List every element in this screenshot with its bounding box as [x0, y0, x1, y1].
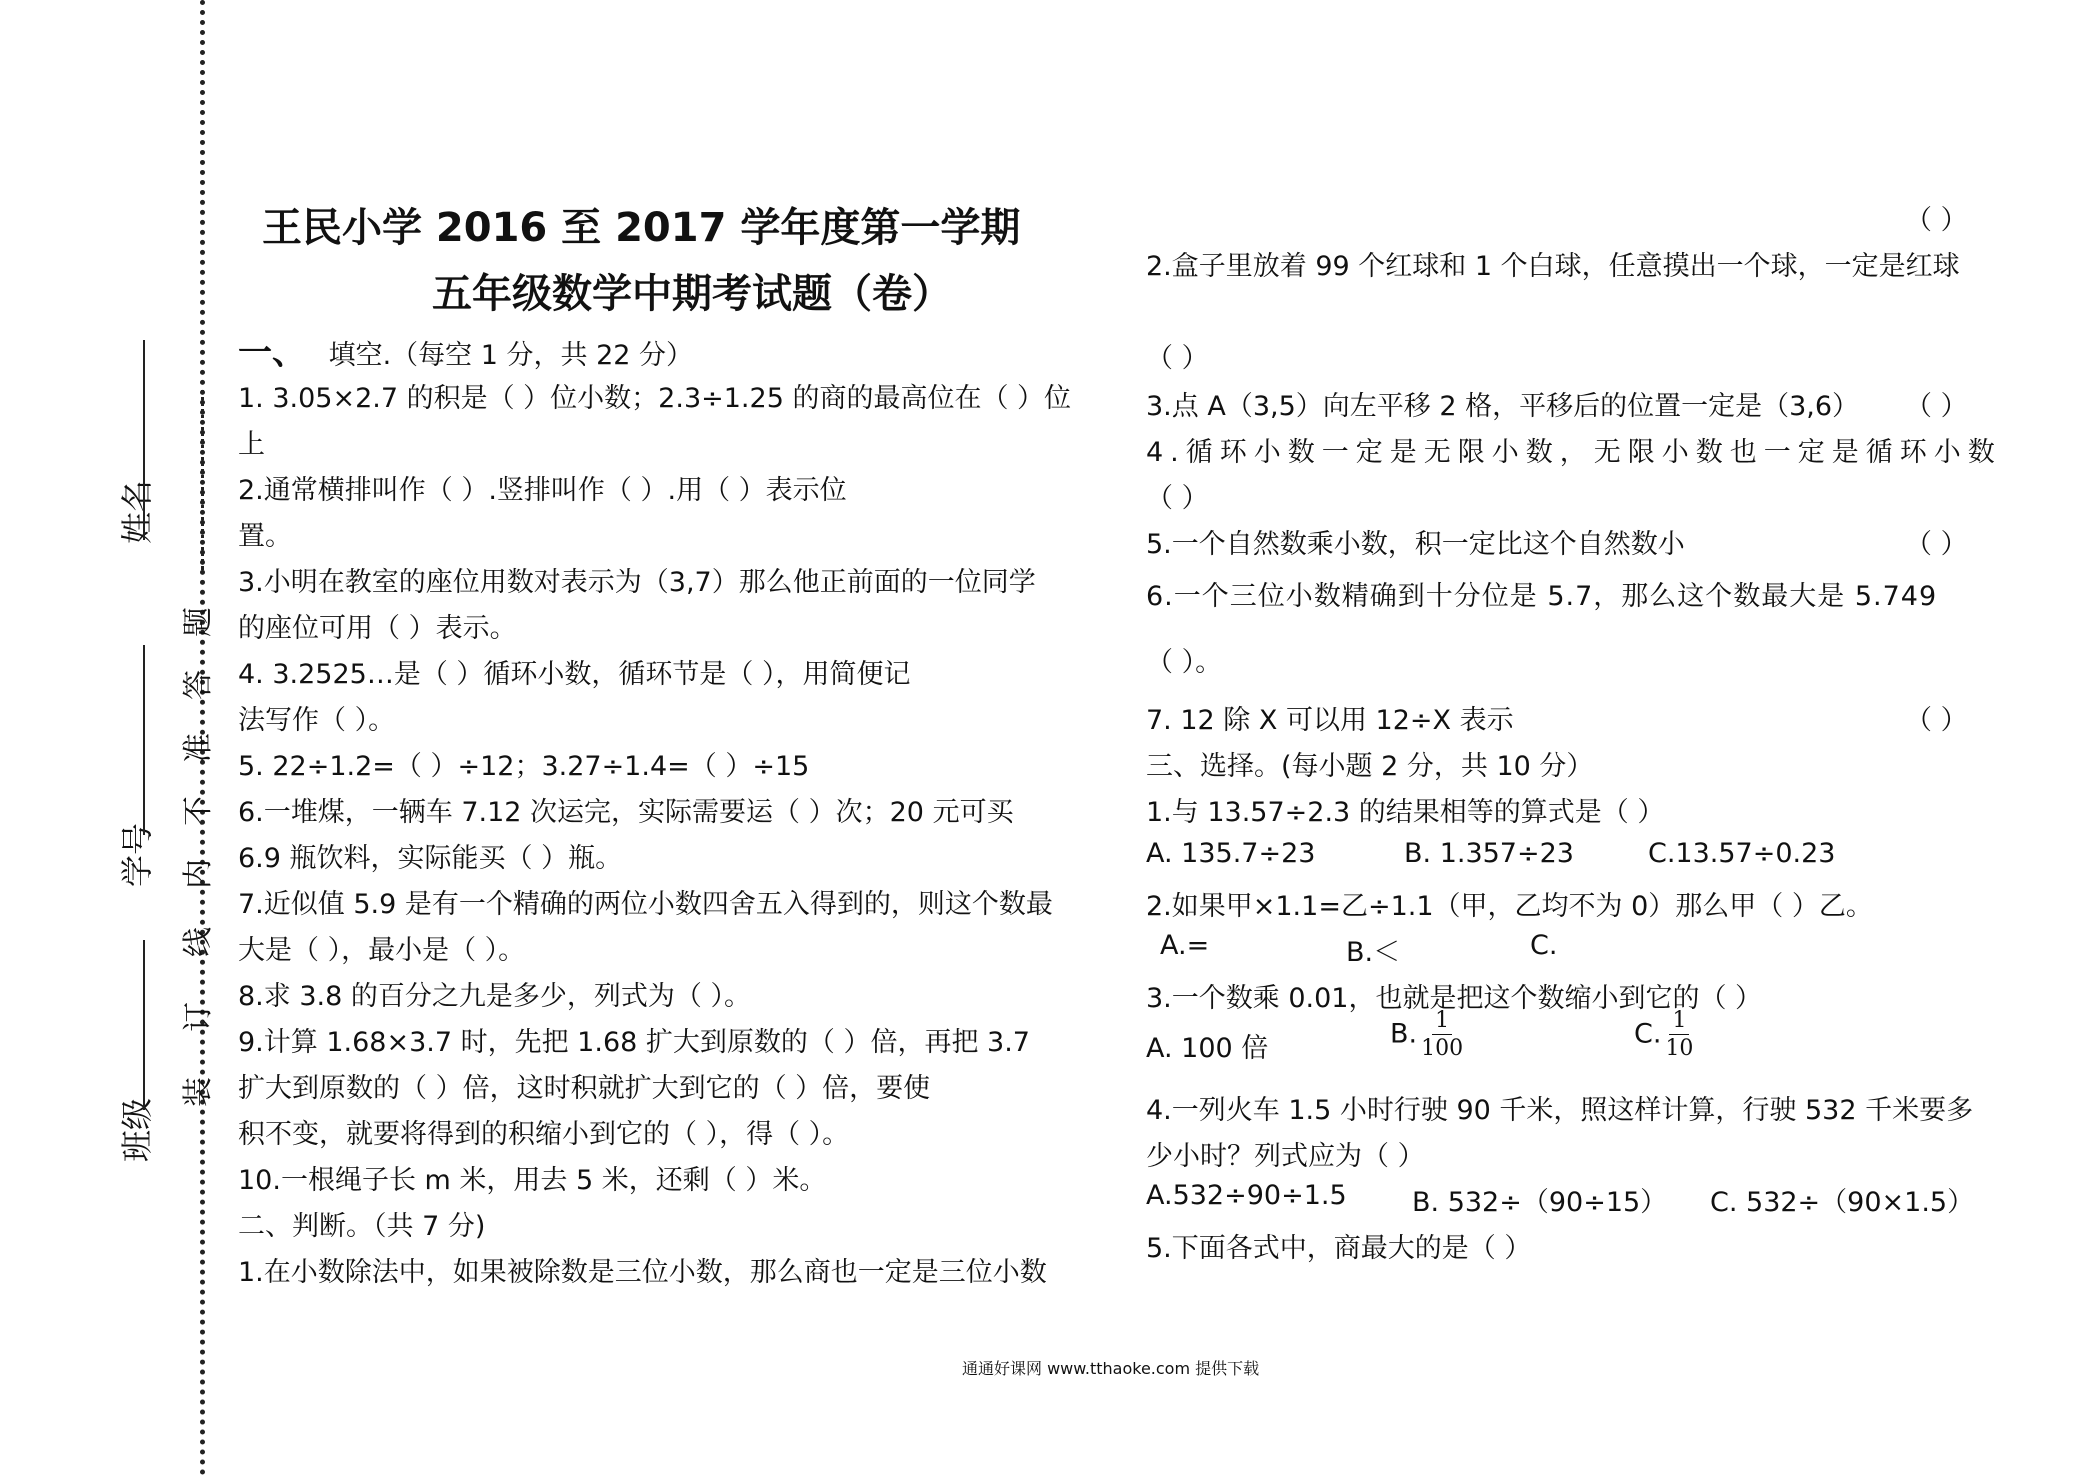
s2-q3-paren: （ ） [1905, 391, 1968, 422]
s2-q4-paren: （ ） [1146, 483, 1209, 514]
s1-line: 6.9 瓶饮料，实际能买（ ）瓶。 [238, 843, 623, 874]
s2-q1-paren: （ ） [1905, 205, 1968, 236]
s2-q5-paren: （ ） [1905, 529, 1968, 560]
s2-q7: 7. 12 除 X 可以用 12÷X 表示 [1146, 705, 1514, 736]
s3-q1-option-b: B. 1.357÷23 [1404, 838, 1574, 869]
fraction-one-tenth [1665, 1010, 1693, 1060]
section2-heading: 二、判断。（共 7 分) [238, 1211, 486, 1242]
s3-q1-option-c: C.13.57÷0.23 [1648, 838, 1836, 869]
exam-title-line2: 五年级数学中期考试题（卷） [432, 271, 952, 317]
s3-q3-option-b-prefix: B. [1390, 1018, 1418, 1050]
notice-char: 装 [181, 1077, 216, 1107]
s1-line: 4. 3.2525…是（ ）循环小数，循环节是（ ），用简便记 [238, 659, 911, 690]
s3-q4-option-c: C. 532÷（90×1.5） [1710, 1187, 1975, 1218]
s1-line: 大是（ ），最小是（ ）。 [238, 935, 526, 966]
s2-q1: 1.在小数除法中，如果被除数是三位小数，那么商也一定是三位小数 [238, 1257, 1047, 1288]
s1-line: 10.一根绳子长 m 米，用去 5 米，还剩（ ）米。 [238, 1165, 827, 1196]
section3-heading: 三、选择。(每小题 2 分，共 10 分） [1146, 751, 1594, 782]
s3-q3-option-c-prefix: C. [1634, 1018, 1662, 1050]
s3-q3-option-c [1634, 1010, 1693, 1060]
s1-line: 8.求 3.8 的百分之九是多少，列式为（ ）。 [238, 981, 751, 1012]
s2-q2: 2.盒子里放着 99 个红球和 1 个白球，任意摸出一个球，一定是红球 [1146, 251, 1960, 282]
s1-line: 法写作（ ）。 [238, 705, 396, 736]
fraction-one-hundredth [1421, 1010, 1463, 1060]
s3-q3: 3.一个数乘 0.01，也就是把这个数缩小到它的（ ） [1146, 983, 1763, 1014]
s1-line: 上 [238, 429, 265, 460]
notice-char: 准 [181, 733, 216, 763]
s2-q2-paren: （ ） [1146, 343, 1209, 374]
s1-line: 2.通常横排叫作（ ）.竖排叫作（ ）.用（ ）表示位 [238, 475, 847, 506]
s3-q5: 5.下面各式中，商最大的是（ ） [1146, 1233, 1532, 1264]
fraction-denominator: 10 [1665, 1036, 1694, 1061]
notice-char: 线 [181, 927, 216, 957]
s3-q4-line2: 少小时？列式应为（ ） [1146, 1141, 1425, 1172]
fraction-numerator: 1 [1432, 1010, 1452, 1035]
name-dots [201, 390, 204, 570]
s1-line: 的座位可用（ ）表示。 [238, 613, 517, 644]
s3-q3-option-b [1390, 1010, 1463, 1060]
s2-q6: 6.一个三位小数精确到十分位是 5.7，那么这个数最大是 5.749 [1146, 581, 1938, 612]
s3-q2-option-c: C. [1530, 930, 1558, 961]
s3-q4-option-a: A.532÷90÷1.5 [1146, 1180, 1347, 1211]
notice-char: 内 [181, 859, 216, 889]
section1-number: 一、 [238, 333, 306, 373]
s1-line: 5. 22÷1.2=（ ）÷12；3.27÷1.4=（ ）÷15 [238, 751, 810, 782]
s2-q5: 5.一个自然数乘小数，积一定比这个自然数小 [1146, 529, 1685, 560]
s1-line: 3.小明在教室的座位用数对表示为（3,7）那么他正前面的一位同学 [238, 567, 1036, 598]
s3-q2: 2.如果甲×1.1=乙÷1.1（甲，乙均不为 0）那么甲（ ）乙。 [1146, 891, 1873, 922]
s3-q4-line1: 4.一列火车 1.5 小时行驶 90 千米，照这样计算，行驶 532 千米要多 [1146, 1095, 1974, 1126]
name-label: 姓名 [118, 479, 157, 545]
student-id-underline [143, 645, 145, 835]
s3-q2-option-b: B.＜ [1346, 937, 1401, 968]
exam-title-line1: 王民小学 2016 至 2017 学年度第一学期 [262, 205, 1021, 251]
s1-line: 置。 [238, 521, 292, 552]
section1-heading [238, 325, 693, 374]
notice-char: 题 [181, 607, 216, 637]
s2-q4: 4.循环小数一定是无限小数，无限小数也一定是循环小数 [1146, 437, 2002, 468]
s2-q6-paren: （ ）。 [1146, 647, 1223, 678]
s1-line: 积不变，就要将得到的积缩小到它的（ ），得（ ）。 [238, 1119, 850, 1150]
s2-q7-paren: （ ） [1905, 705, 1968, 736]
section1-title: 填空.（每空 1 分，共 22 分） [328, 340, 694, 371]
s3-q4-option-b: B. 532÷（90÷15） [1412, 1187, 1668, 1218]
s1-line: 9.计算 1.68×3.7 时，先把 1.68 扩大到原数的（ ）倍，再把 3.7 [238, 1027, 1030, 1058]
s1-line: 扩大到原数的（ ）倍，这时积就扩大到它的（ ）倍，要使 [238, 1073, 931, 1104]
fraction-numerator: 1 [1669, 1010, 1689, 1035]
class-label: 班级 [118, 1097, 157, 1163]
notice-char: 不 [181, 796, 216, 826]
notice-char: 答 [181, 670, 216, 700]
no-answer-notice [178, 600, 224, 1120]
s3-q2-option-a: A.= [1160, 930, 1210, 961]
s2-q3: 3.点 A（3,5）向左平移 2 格，平移后的位置一定是（3,6） [1146, 391, 1860, 422]
notice-char: 订 [181, 1002, 216, 1032]
s3-q1-option-a: A. 135.7÷23 [1146, 838, 1316, 869]
s1-line: 1. 3.05×2.7 的积是（ ）位小数；2.3÷1.25 的商的最高位在（ ）位 [238, 383, 1072, 414]
s1-line: 7.近似值 5.9 是有一个精确的两位小数四舍五入得到的，则这个数最 [238, 889, 1053, 920]
s3-q1: 1.与 13.57÷2.3 的结果相等的算式是（ ） [1146, 797, 1665, 828]
fraction-denominator: 100 [1421, 1036, 1464, 1061]
footer-source-text: 通通好课网 www.tthaoke.com 提供下载 [962, 1359, 1260, 1378]
s1-line: 6.一堆煤，一辆车 7.12 次运完，实际需要运（ ）次；20 元可买 [238, 797, 1014, 828]
name-underline [143, 340, 145, 540]
student-id-label: 学号 [118, 822, 157, 888]
s3-q3-option-a: A. 100 倍 [1146, 1033, 1269, 1064]
class-underline [143, 940, 145, 1110]
